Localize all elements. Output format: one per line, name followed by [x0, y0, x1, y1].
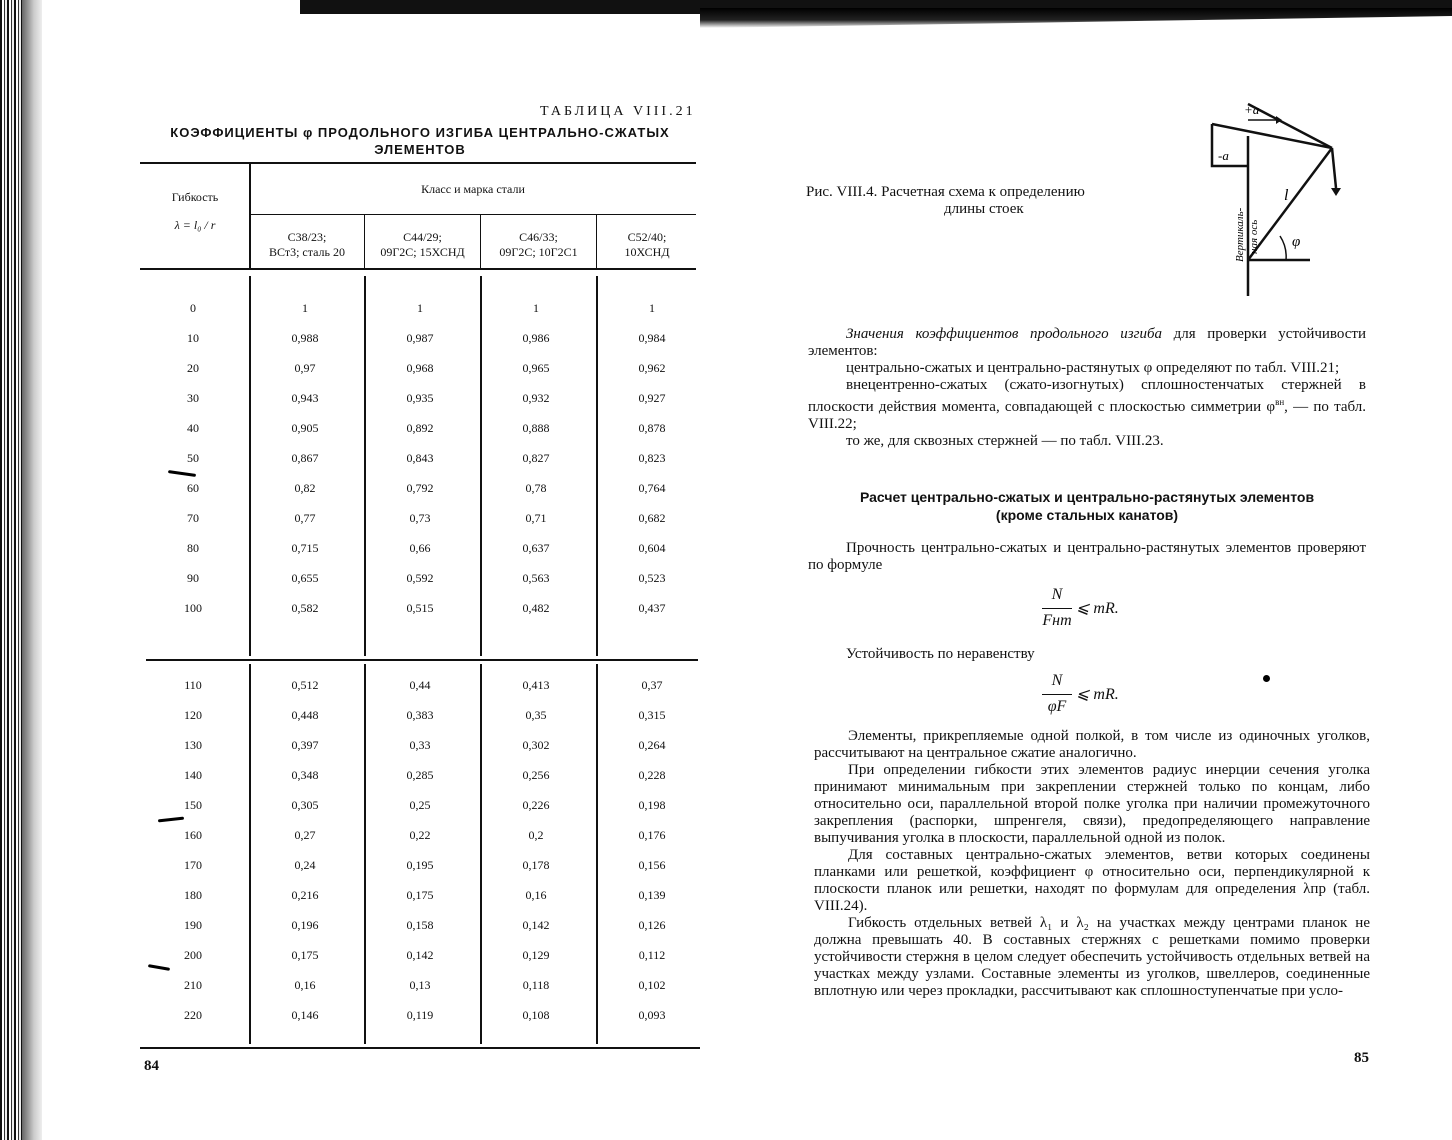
steel-col-1-line1: С38/23; [287, 230, 327, 244]
paragraph-4: то же, для сквозных стержней — по табл. VIII.23. [846, 433, 1164, 449]
coefficient-cell: 1 [533, 301, 539, 315]
coefficient-cell: 0,764 [638, 481, 666, 495]
flexibility-cell: 0 [190, 301, 196, 315]
coefficient-cell: 0,448 [291, 708, 319, 722]
coefficient-cell: 0,16 [294, 978, 316, 992]
coefficient-cell: 0,515 [406, 601, 434, 615]
ink-dot [1263, 675, 1270, 682]
coefficient-cell: 0,33 [409, 738, 431, 752]
coefficient-table [140, 162, 696, 1052]
binding-shadow [22, 0, 42, 1140]
coefficient-cell: 0,13 [409, 978, 431, 992]
coefficient-cell: 0,655 [291, 571, 319, 585]
flexibility-cell: 90 [187, 571, 199, 585]
coefficient-cell: 0,962 [638, 361, 666, 375]
section-heading-line2: (кроме стальных канатов) [995, 507, 1179, 523]
coefficient-cell: 0,102 [638, 978, 666, 992]
coefficient-cell: 0,348 [291, 768, 319, 782]
flexibility-cell: 110 [184, 678, 202, 692]
table-row [140, 970, 696, 1000]
formula-strength [1040, 586, 1150, 634]
coefficient-cell: 0,198 [638, 798, 666, 812]
table-row [140, 850, 696, 880]
table-number: ТАБЛИЦА VIII.21 [540, 104, 696, 119]
coefficient-cell: 0,146 [291, 1008, 319, 1022]
coefficient-cell: 1 [649, 301, 655, 315]
flexibility-header: Гибкость [171, 190, 219, 204]
coefficient-cell: 0,175 [291, 948, 319, 962]
text-block-coefficients [808, 326, 1366, 450]
coefficient-cell: 0,73 [409, 511, 431, 525]
formula-2-denominator: φF [1047, 698, 1067, 715]
coefficient-cell: 0,264 [638, 738, 666, 752]
coefficient-cell: 0,139 [638, 888, 666, 902]
coefficient-cell: 0,093 [638, 1008, 666, 1022]
figure-caption-line2: длины стоек [944, 201, 1024, 217]
table-row [140, 563, 696, 593]
coefficient-cell: 0,305 [291, 798, 319, 812]
coefficient-cell: 0,927 [638, 391, 666, 405]
coefficient-cell: 0,637 [522, 541, 550, 555]
coefficient-cell: 0,823 [638, 451, 666, 465]
coefficient-cell: 0,682 [638, 511, 666, 525]
paragraph-2: центрально-сжатых и центрально-растянутых φ определяют по табл. VIII.21; [846, 360, 1340, 376]
flexibility-cell: 140 [184, 768, 202, 782]
flexibility-cell: 40 [187, 421, 199, 435]
formula-1-numerator: N [1051, 586, 1063, 603]
table-row [140, 443, 696, 473]
plus-a-label: +a [1244, 102, 1260, 117]
coefficient-cell: 0,437 [638, 601, 666, 615]
flexibility-cell: 180 [184, 888, 202, 902]
table-row [140, 353, 696, 383]
coefficient-cell: 0,97 [294, 361, 316, 375]
coefficient-cell: 0,24 [294, 858, 316, 872]
coefficient-cell: 1 [302, 301, 308, 315]
table-row [140, 730, 696, 760]
book-binding-edge [0, 0, 22, 1140]
paragraph-1-rest: для проверки устойчивости элементов: [808, 326, 1367, 359]
steel-col-2-line1: С44/29; [403, 230, 442, 244]
flexibility-cell: 80 [187, 541, 199, 555]
table-row [140, 790, 696, 820]
table-row [140, 940, 696, 970]
coefficient-cell: 0,943 [291, 391, 319, 405]
formula-1-bar [1042, 608, 1072, 609]
coefficient-cell: 0,604 [638, 541, 666, 555]
flexibility-cell: 120 [184, 708, 202, 722]
page-number-right: 85 [1354, 1050, 1369, 1066]
table-row [140, 293, 696, 323]
l-label: l [1284, 187, 1289, 204]
steel-col-3-header [481, 230, 596, 260]
minus-a-label: -a [1218, 148, 1229, 163]
coefficient-cell: 0,482 [522, 601, 550, 615]
section-heading-line1: Расчет центрально-сжатых и центрально-растянутых элементов [859, 489, 1315, 505]
table-row [140, 503, 696, 533]
table-title [140, 124, 700, 158]
coefficient-cell: 0,25 [409, 798, 431, 812]
coefficient-cell: 0,2 [528, 828, 544, 842]
steel-col-3-line2: 09Г2С; 10Г2С1 [499, 245, 578, 259]
coefficient-cell: 0,175 [406, 888, 434, 902]
steel-col-3-line1: С46/33; [519, 230, 558, 244]
coefficient-cell: 0,888 [522, 421, 550, 435]
page-top-shadow-wedge [700, 8, 1452, 28]
section-heading [808, 488, 1366, 524]
table-row [140, 383, 696, 413]
steel-col-2-header [365, 230, 480, 260]
coefficient-cell: 0,77 [294, 511, 316, 525]
coefficient-cell: 0,228 [638, 768, 666, 782]
flexibility-cell: 150 [184, 798, 202, 812]
coefficient-cell: 0,216 [291, 888, 319, 902]
formula-1-denominator: Fнт [1042, 612, 1072, 629]
steel-col-4-line1: С52/40; [627, 230, 667, 244]
coefficient-cell: 0,867 [291, 451, 319, 465]
paragraph-3-tail: , — по табл. VIII.22; [808, 399, 1366, 432]
steel-class-header: Класс и марка стали [421, 182, 525, 196]
flexibility-cell: 160 [184, 828, 202, 842]
paragraph-5: Прочность центрально-сжатых и центрально-растянутых элементов проверяют по формуле [808, 540, 1366, 573]
table-row [140, 413, 696, 443]
steel-col-2-line2: 09Г2С; 15ХСНД [380, 245, 465, 259]
table-row [140, 473, 696, 503]
coefficient-cell: 0,16 [525, 888, 547, 902]
paragraph-6: Устойчивость по неравенству [846, 646, 1035, 662]
coefficient-cell: 0,878 [638, 421, 666, 435]
coefficient-cell: 0,27 [294, 828, 316, 842]
coefficient-cell: 0,512 [291, 678, 319, 692]
coefficient-cell: 0,413 [522, 678, 550, 692]
coefficient-cell: 0,968 [406, 361, 434, 375]
coefficient-cell: 0,108 [522, 1008, 550, 1022]
steel-col-1-header [250, 230, 364, 260]
flexibility-cell: 220 [184, 1008, 202, 1022]
phi-label: φ [1292, 234, 1301, 250]
flexibility-cell: 170 [184, 858, 202, 872]
coefficient-cell: 0,715 [291, 541, 319, 555]
flexibility-cell: 20 [187, 361, 199, 375]
table-top-rule [140, 162, 696, 164]
paragraph-3-sup: вн [1275, 397, 1285, 407]
header-bottom-rule [140, 268, 696, 270]
coefficient-cell: 0,383 [406, 708, 434, 722]
flexibility-cell: 130 [184, 738, 202, 752]
coefficient-cell: 0,78 [525, 481, 547, 495]
flexibility-cell: 70 [187, 511, 199, 525]
text-block-elements [814, 728, 1370, 1000]
steel-col-4-line2: 10ХСНД [624, 245, 670, 259]
coefficient-cell: 0,843 [406, 451, 434, 465]
paragraph-7: Элементы, прикрепляемые одной полкой, в том числе из одиночных уголков, рассчитывают на центральное сжатие аналогично. [814, 728, 1370, 761]
coefficient-cell: 0,129 [522, 948, 550, 962]
coefficient-cell: 0,176 [638, 828, 666, 842]
coefficient-cell: 0,892 [406, 421, 434, 435]
table-section-rule [146, 659, 698, 661]
coefficient-cell: 0,523 [638, 571, 666, 585]
paragraph-1 [808, 326, 1366, 360]
formula-2-bar [1042, 694, 1072, 695]
table-bottom-rule [140, 1047, 700, 1049]
paragraph-3 [808, 377, 1366, 433]
coefficient-cell: 0,118 [522, 978, 550, 992]
coefficient-cell: 0,397 [291, 738, 319, 752]
table-row [140, 820, 696, 850]
table-row [140, 1000, 696, 1030]
flexibility-cell: 200 [184, 948, 202, 962]
coefficient-cell: 0,195 [406, 858, 434, 872]
coefficient-cell: 0,158 [406, 918, 434, 932]
table-row [140, 910, 696, 940]
coefficient-cell: 0,905 [291, 421, 319, 435]
paragraph-10: Гибкость отдельных ветвей λ₁ и λ₂ на участках между центрами планок не должна превышать 40. В составных стержнях с решетками помимо проверки устойчивости стержня в целом следует обеспечить устойчивость отдельных ветвей на участках между узлами. Составные элементы из уголков, швеллеров, соединенные вплотную или через прокладки, рассчитывают как сплошноступенчатые при усло- [814, 915, 1370, 999]
formula-stability [1040, 672, 1150, 720]
flexibility-cell: 10 [187, 331, 199, 345]
coefficient-cell: 0,142 [406, 948, 434, 962]
formula-1-rhs: ⩽ mR. [1076, 600, 1119, 617]
flexibility-cell: 190 [184, 918, 202, 932]
coefficient-cell: 0,119 [406, 1008, 434, 1022]
formula-2-rhs: ⩽ mR. [1076, 686, 1119, 703]
coefficient-cell: 0,126 [638, 918, 666, 932]
table-row [140, 593, 696, 623]
coefficient-cell: 0,932 [522, 391, 550, 405]
steel-col-1-line2: ВСт3; сталь 20 [268, 245, 346, 259]
coefficient-cell: 0,582 [291, 601, 319, 615]
coefficient-cell: 0,196 [291, 918, 319, 932]
coefficient-cell: 0,987 [406, 331, 434, 345]
coefficient-cell: 0,792 [406, 481, 434, 495]
paragraph-9: Для составных центрально-сжатых элементов, ветви которых соединены планками или решеткой, коэффициент φ относительно оси, перпендикулярной к плоскости планок или решетки, находят по формулам для определения λпр (табл. VIII.24). [814, 847, 1370, 914]
coefficient-cell: 0,827 [522, 451, 550, 465]
vertical-axis-label-2: ная ось [1248, 219, 1260, 254]
figure-caption [806, 184, 1196, 218]
figure-caption-line1: Рис. VIII.4. Расчетная схема к определению [806, 184, 1085, 200]
table-row [140, 760, 696, 790]
coefficient-cell: 0,592 [406, 571, 434, 585]
flexibility-cell: 30 [187, 391, 199, 405]
paragraph-3-text: внецентренно-сжатых (сжато-изогнутых) сплошностенчатых стержней в плоскости действия момента, совпадающей с плоскостью симметрии φ [808, 377, 1366, 415]
coefficient-cell: 0,142 [522, 918, 550, 932]
coefficient-cell: 0,563 [522, 571, 550, 585]
coefficient-cell: 0,82 [294, 481, 316, 495]
coefficient-cell: 1 [417, 301, 423, 315]
table-row [140, 533, 696, 563]
coefficient-cell: 0,35 [525, 708, 547, 722]
coefficient-cell: 0,178 [522, 858, 550, 872]
steel-col-4-header [597, 230, 697, 260]
coefficient-cell: 0,285 [406, 768, 434, 782]
coefficient-cell: 0,315 [638, 708, 666, 722]
table-title-line1: КОЭФФИЦИЕНТЫ φ ПРОДОЛЬНОГО ИЗГИБА ЦЕНТРАЛЬНО-СЖАТЫХ [170, 125, 670, 140]
coefficient-cell: 0,986 [522, 331, 550, 345]
coefficient-cell: 0,112 [638, 948, 666, 962]
flexibility-cell: 60 [187, 481, 199, 495]
page-number-left: 84 [144, 1058, 159, 1074]
coefficient-cell: 0,226 [522, 798, 550, 812]
vertical-axis-label-1: Вертикаль- [1234, 207, 1246, 262]
coefficient-cell: 0,22 [409, 828, 431, 842]
coefficient-cell: 0,984 [638, 331, 666, 345]
formula-2-numerator: N [1051, 672, 1063, 689]
table-row [140, 323, 696, 353]
flexibility-cell: 50 [187, 451, 199, 465]
coefficient-cell: 0,935 [406, 391, 434, 405]
table-row [140, 670, 696, 700]
table-row [140, 700, 696, 730]
coefficient-cell: 0,302 [522, 738, 550, 752]
coefficient-cell: 0,44 [409, 678, 431, 692]
flexibility-cell: 100 [184, 601, 202, 615]
flexibility-cell: 210 [184, 978, 202, 992]
paragraph-1-italic: Значения коэффициентов продольного изгиба [846, 326, 1163, 342]
table-row [140, 880, 696, 910]
coefficient-cell: 0,37 [641, 678, 663, 692]
coefficient-cell: 0,256 [522, 768, 550, 782]
coefficient-cell: 0,66 [409, 541, 431, 555]
paragraph-8: При определении гибкости этих элементов радиус инерции сечения уголка принимают минимальным при закреплении стержней только по концам, либо относительно оси, параллельной второй полке уголка при наличии промежуточного закрепления (распорки, шпренгеля, связи), предопределяющего направление выпучивания уголка в плоскости, параллельной одной из полок. [814, 762, 1370, 846]
coefficient-cell: 0,988 [291, 331, 319, 345]
coefficient-cell: 0,71 [525, 511, 547, 525]
header-sub-rule [250, 214, 696, 215]
coefficient-cell: 0,965 [522, 361, 550, 375]
column-l-line [1248, 148, 1332, 260]
table-title-line2: ЭЛЕМЕНТОВ [374, 142, 466, 157]
flexibility-formula: λ = l₀ / r [174, 218, 216, 232]
column-scheme-diagram [1200, 96, 1350, 300]
coefficient-cell: 0,156 [638, 858, 666, 872]
